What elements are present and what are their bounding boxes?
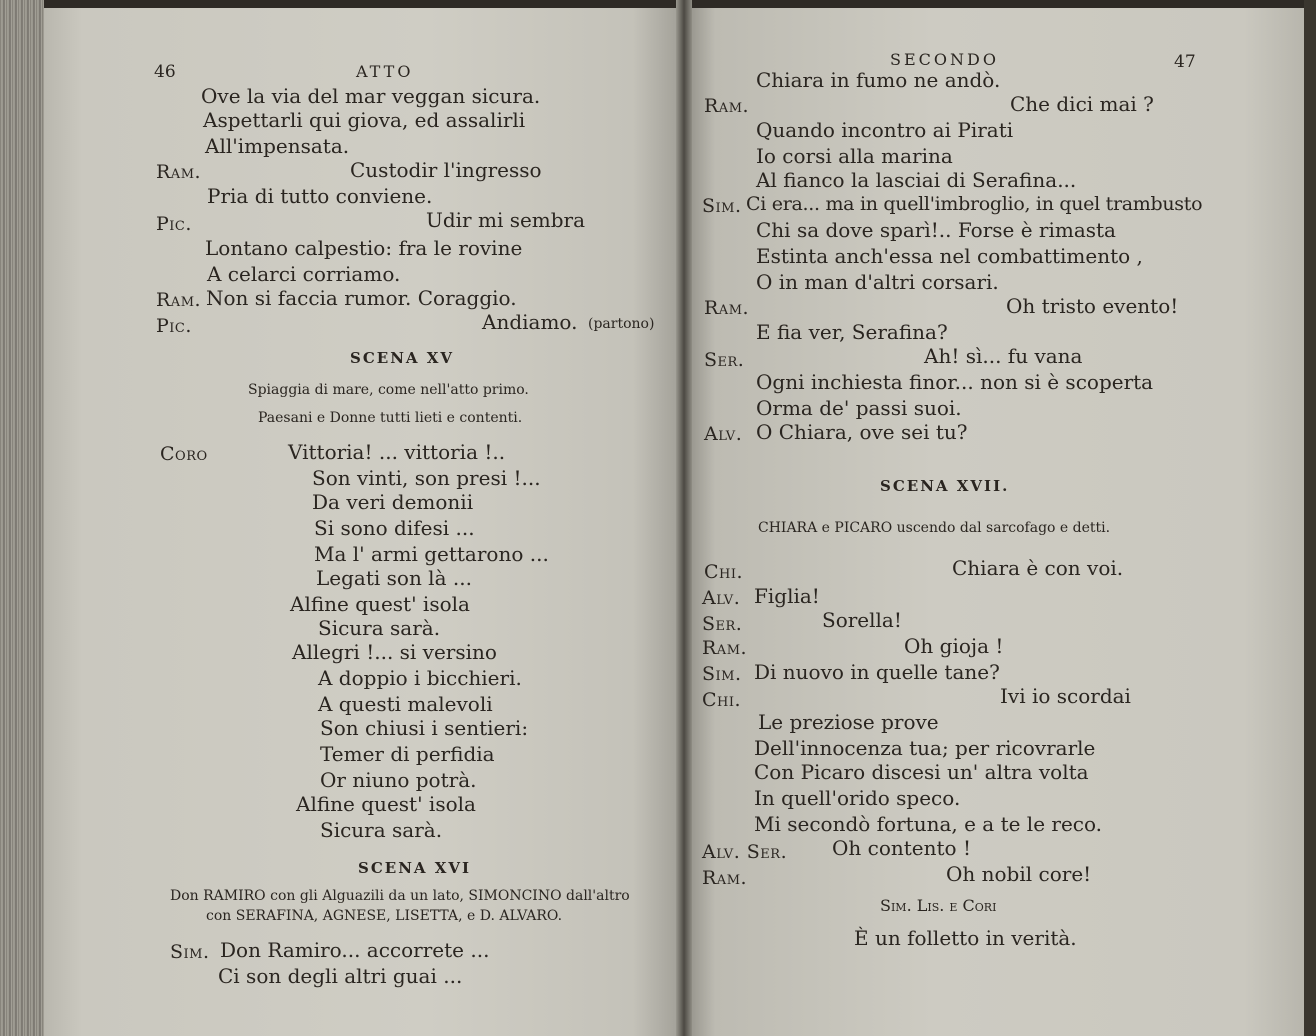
speaker: Ser. bbox=[704, 349, 745, 371]
speaker: Pic. bbox=[156, 315, 192, 337]
verse-line: Ove la via del mar veggan sicura. bbox=[201, 84, 541, 108]
verse-line: Sicura sarà. bbox=[318, 616, 441, 640]
speaker: Sim. bbox=[702, 663, 742, 685]
verse-line: Con Picaro discesi un' altra volta bbox=[754, 760, 1089, 784]
speaker: Ram. bbox=[704, 297, 750, 319]
verse-line: In quell'orido speco. bbox=[754, 786, 961, 810]
verse-line: O Chiara, ove sei tu? bbox=[756, 420, 968, 444]
page-number: 47 bbox=[1174, 52, 1196, 72]
chorus-speakers: Sim. Lis. e Cori bbox=[880, 896, 997, 915]
verse-line: Ivi io scordai bbox=[1000, 684, 1131, 708]
verse-line: Le preziose prove bbox=[758, 710, 939, 734]
speaker: Ram. bbox=[156, 161, 202, 183]
verse-line: Ci son degli altri guai ... bbox=[218, 964, 463, 988]
scene-characters: Don RAMIRO con gli Alguazili da un lato, SIMONCINO dall'altro bbox=[170, 888, 630, 904]
speaker: Alv. bbox=[704, 423, 743, 445]
verse-line: O in man d'altri corsari. bbox=[756, 270, 999, 294]
verse-line: Di nuovo in quelle tane? bbox=[754, 660, 1000, 684]
verse-line: Al fianco la lasciai di Serafina... bbox=[756, 168, 1077, 192]
verse-line: Mi secondò fortuna, e a te le reco. bbox=[754, 812, 1103, 836]
verse-line: Son vinti, son presi !... bbox=[312, 466, 541, 490]
verse-line: Legati son là ... bbox=[316, 566, 472, 590]
verse-line: Sorella! bbox=[822, 608, 902, 632]
verse-line: È un folletto in verità. bbox=[854, 926, 1077, 950]
right-page bbox=[684, 8, 1306, 1036]
verse-line: Ci era... ma in quell'imbroglio, in quel trambusto bbox=[746, 193, 1203, 215]
scene-setting: Spiaggia di mare, come nell'atto primo. bbox=[248, 382, 529, 398]
verse-line: A doppio i bicchieri. bbox=[318, 666, 522, 690]
verse-line: Non si faccia rumor. Coraggio. bbox=[206, 286, 517, 310]
verse-line: Alfine quest' isola bbox=[296, 792, 476, 816]
speaker: Chi. bbox=[702, 689, 742, 711]
speaker: Alv. bbox=[702, 587, 741, 609]
verse-line: Figlia! bbox=[754, 584, 820, 608]
verse-line: Da veri demonii bbox=[312, 490, 474, 514]
verse-line: Quando incontro ai Pirati bbox=[756, 118, 1014, 142]
verse-line: Dell'innocenza tua; per ricovrarle bbox=[754, 736, 1096, 760]
verse-line: Vittoria! ... vittoria !.. bbox=[288, 440, 506, 464]
scene-characters: Paesani e Donne tutti lieti e contenti. bbox=[258, 410, 523, 426]
verse-line: Son chiusi i sentieri: bbox=[320, 716, 529, 740]
verse-line: Alfine quest' isola bbox=[290, 592, 470, 616]
verse-line: Ah! sì... fu vana bbox=[924, 344, 1083, 368]
verse-line: Andiamo. bbox=[482, 310, 578, 334]
verse-line: Allegri !... si versino bbox=[292, 640, 497, 664]
verse-line: Estinta anch'essa nel combattimento , bbox=[756, 244, 1143, 268]
verse-line: Custodir l'ingresso bbox=[350, 158, 542, 182]
scene-title: SCENA XVII. bbox=[880, 477, 1010, 495]
speaker: Ram. bbox=[702, 637, 748, 659]
book-gutter bbox=[676, 0, 692, 1036]
speaker: Alv. Ser. bbox=[702, 841, 788, 863]
speaker: Sim. bbox=[702, 195, 742, 217]
running-head: ATTO bbox=[356, 62, 414, 81]
verse-line: Don Ramiro... accorrete ... bbox=[220, 938, 490, 962]
right-edge bbox=[1304, 0, 1316, 1036]
scene-characters: con SERAFINA, AGNESE, LISETTA, e D. ALVARO. bbox=[206, 908, 563, 924]
verse-line: Si sono difesi ... bbox=[314, 516, 475, 540]
speaker: Chi. bbox=[704, 561, 744, 583]
speaker: Ram. bbox=[702, 867, 748, 889]
verse-line: Chiara è con voi. bbox=[952, 556, 1124, 580]
verse-line: E fia ver, Serafina? bbox=[756, 320, 948, 344]
scene-characters: CHIARA e PICARO uscendo dal sarcofago e detti. bbox=[758, 520, 1111, 536]
verse-line: Lontano calpestio: fra le rovine bbox=[205, 236, 523, 260]
verse-line: A questi malevoli bbox=[318, 692, 493, 716]
verse-line: Chiara in fumo ne andò. bbox=[756, 68, 1001, 92]
verse-line: Oh tristo evento! bbox=[1006, 294, 1179, 318]
verse-line: Io corsi alla marina bbox=[756, 144, 953, 168]
verse-line: Sicura sarà. bbox=[320, 818, 443, 842]
verse-line: Oh contento ! bbox=[832, 836, 971, 860]
verse-line: Orma de' passi suoi. bbox=[756, 396, 962, 420]
stage-direction: (partono) bbox=[588, 316, 655, 332]
verse-line: Temer di perfidia bbox=[320, 742, 495, 766]
speaker: Sim. bbox=[170, 941, 210, 963]
running-head: SECONDO bbox=[890, 50, 999, 69]
verse-line: Ogni inchiesta finor... non si è scoperta bbox=[756, 370, 1154, 394]
verse-line: Or niuno potrà. bbox=[320, 768, 477, 792]
verse-line: Che dici mai ? bbox=[1010, 92, 1154, 116]
speaker: Ram. bbox=[156, 289, 202, 311]
speaker: Ser. bbox=[702, 613, 743, 635]
scene-title: SCENA XVI bbox=[358, 859, 472, 877]
verse-line: Ma l' armi gettarono ... bbox=[314, 542, 549, 566]
speaker: Pic. bbox=[156, 213, 192, 235]
left-page bbox=[44, 8, 684, 1036]
verse-line: A celarci corriamo. bbox=[207, 262, 401, 286]
speaker: Ram. bbox=[704, 95, 750, 117]
verse-line: Udir mi sembra bbox=[426, 208, 586, 232]
scene-title: SCENA XV bbox=[350, 349, 455, 367]
page-number: 46 bbox=[154, 62, 176, 82]
verse-line: Aspettarli qui giova, ed assalirli bbox=[203, 108, 526, 132]
verse-line: Oh gioja ! bbox=[904, 634, 1004, 658]
verse-line: Chi sa dove sparì!.. Forse è rimasta bbox=[756, 218, 1116, 242]
verse-line: Oh nobil core! bbox=[946, 862, 1092, 886]
verse-line: All'impensata. bbox=[205, 134, 350, 158]
speaker: Coro bbox=[160, 443, 208, 465]
page-edges bbox=[0, 0, 44, 1036]
verse-line: Pria di tutto conviene. bbox=[207, 184, 433, 208]
